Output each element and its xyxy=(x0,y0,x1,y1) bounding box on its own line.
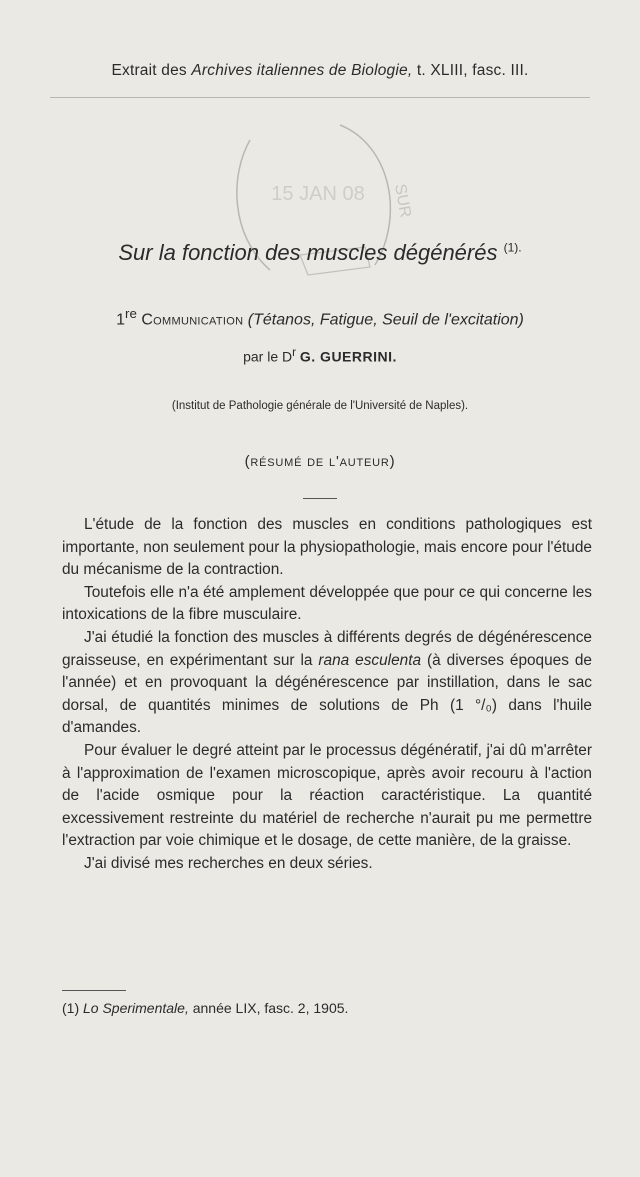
author-line xyxy=(0,346,640,365)
header-rule xyxy=(50,97,590,98)
footnote-rule xyxy=(62,990,126,991)
title-text: Sur la fonction des muscles dégénérés xyxy=(118,240,498,265)
header-suffix: t. XLIII, fasc. III. xyxy=(412,62,529,79)
author-prefix: par le D xyxy=(243,348,293,365)
footnote xyxy=(62,1000,348,1016)
header-journal: Archives italiennes de Biologie, xyxy=(191,62,413,79)
section-rule xyxy=(303,498,337,499)
summary-heading: (résumé de l'auteur) xyxy=(244,453,396,470)
library-stamp xyxy=(190,105,450,295)
institute-line: (Institut de Pathologie générale de l'Université de Naples). xyxy=(171,400,469,412)
communication-topics: (Tétanos, Fatigue, Seuil de l'excitation) xyxy=(247,311,524,329)
footnote-journal: Lo Sperimentale, xyxy=(83,1000,189,1016)
paragraph-3-start: J'ai étudié la fonction des muscles à différents degrés de dégénérescence graisseuse, en expérimentant sur la xyxy=(62,628,592,669)
paragraph-3-end: (à diverses époques de l'année) et en provoquant la dégénérescence par instillation, dans le sac dorsal, de quantités minimes de solutions de Ph (1 °/₀) dans l'huile d'amandes. xyxy=(62,651,592,737)
article-title xyxy=(0,240,640,266)
paragraph-3 xyxy=(62,627,592,740)
author-prefix-sup: r xyxy=(292,346,296,359)
stamp-initials: SUR xyxy=(391,182,414,219)
paragraph-1: L'étude de la fonction des muscles en conditions pathologiques est importante, non seulement pour la physiopathologie, mais encore pour l'étude du mécanisme de la contraction. xyxy=(62,516,592,579)
title-note-ref: (1). xyxy=(503,240,522,255)
footnote-mark: (1) xyxy=(62,1000,83,1016)
paragraph-2: Toutefois elle n'a été amplement développée que pour ce qui concerne les intoxications de la fibre musculaire. xyxy=(62,583,592,624)
communication-line xyxy=(0,306,640,329)
paragraph-5: J'ai divisé mes recherches en deux séries. xyxy=(84,854,373,872)
stamp-date: 15 JAN 08 xyxy=(271,183,365,205)
header-prefix: Extrait des xyxy=(111,62,192,79)
article-body xyxy=(62,514,592,876)
offprint-header xyxy=(0,62,640,80)
communication-label: Communication xyxy=(141,311,244,329)
communication-number-sup: re xyxy=(125,306,137,321)
paragraph-4: Pour évaluer le degré atteint par le processus dégénératif, j'ai dû m'arrêter à l'approximation de l'examen microscopique, après avoir recouru à l'action de l'acide osmique pour la réaction caractéristique. La quantité excessivement restreinte du matériel de recherche n'aurait pu me permettre l'extraction par voie chimique et le dosage, de cette manière, de la graisse. xyxy=(62,741,592,850)
communication-number: 1 xyxy=(116,311,125,329)
author-name: G. GUERRINI. xyxy=(299,348,397,365)
species-name: rana esculenta xyxy=(318,651,422,669)
footnote-rest: année LIX, fasc. 2, 1905. xyxy=(188,1000,349,1016)
